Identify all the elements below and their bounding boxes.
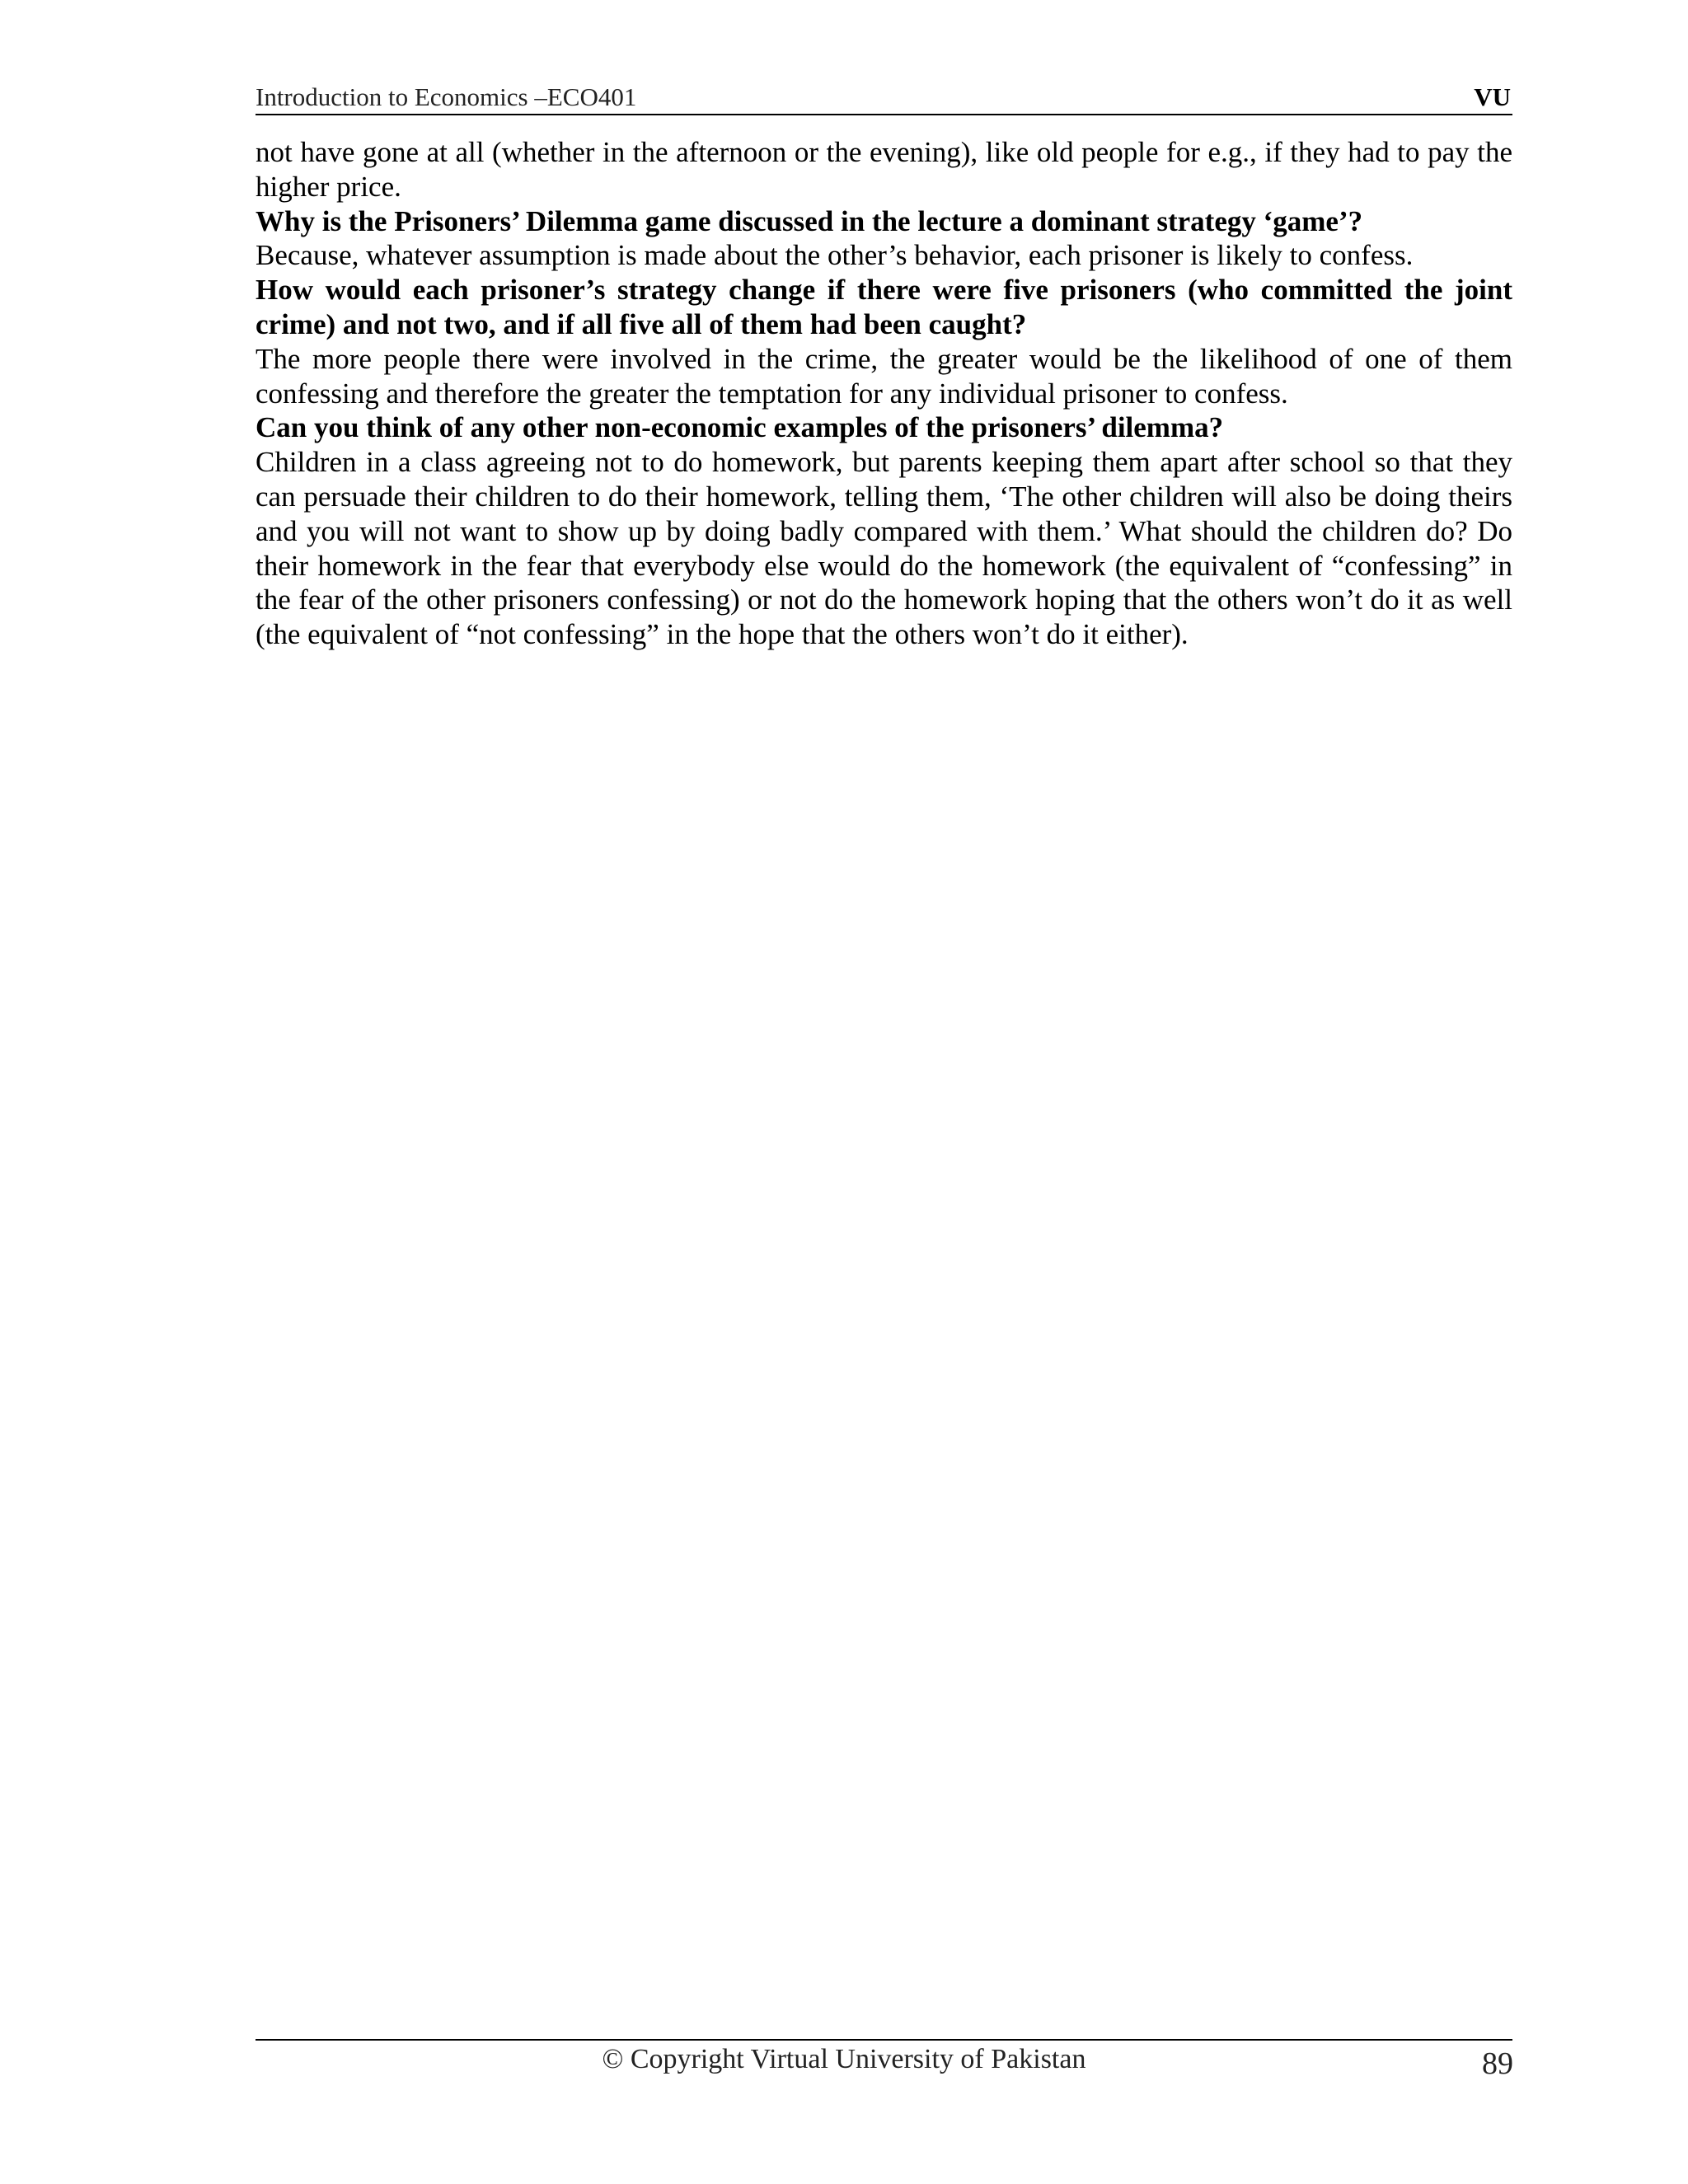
answer-dominant-strategy: Because, whatever assumption is made about the other’s behavior, each prisoner is likely to confess. <box>256 239 1414 272</box>
university-code: VU <box>1474 82 1511 111</box>
course-title: Introduction to Economics –ECO401 <box>256 82 637 111</box>
question-dominant-strategy: Why is the Prisoners’ Dilemma game discussed in the lecture a dominant strategy ‘game’? <box>256 204 1363 237</box>
question-five-prisoners: How would each prisoner’s strategy change if there were five prisoners (who committed the joint crime) and not two, and if all five all of them had been caught? <box>256 274 1512 340</box>
paragraph-continuation: not have gone at all (whether in the afternoon or the evening), like old people for e.g., if they had to pay the higher price. <box>256 136 1512 203</box>
answer-five-prisoners: The more people there were involved in the crime, the greater would be the likelihood of one of them confessing and therefore the greater the temptation for any individual prisoner to confess. <box>256 342 1512 410</box>
footer-divider <box>256 2039 1512 2041</box>
question-non-economic-examples: Can you think of any other non-economic examples of the prisoners’ dilemma? <box>256 411 1224 444</box>
page-number: 89 <box>1482 2046 1513 2081</box>
answer-non-economic-examples: Children in a class agreeing not to do homework, but parents keeping them apart after school so that they can persuade their children to do their homework, telling them, ‘The other children will also be doing theirs and you will not want to show up by doing badly compared with them.’ What should the children do? Do their homework in the fear that everybody else would do the homework (the equivalent of “confessing” in the fear of the other prisoners confessing) or not do the homework hoping that the others won’t do it as well (the equivalent of “not confessing” in the hope that the others won’t do it either). <box>256 446 1512 651</box>
page-body <box>256 135 1512 652</box>
page-header <box>256 76 1512 115</box>
copyright-notice: © Copyright Virtual University of Pakistan <box>602 2044 1086 2074</box>
